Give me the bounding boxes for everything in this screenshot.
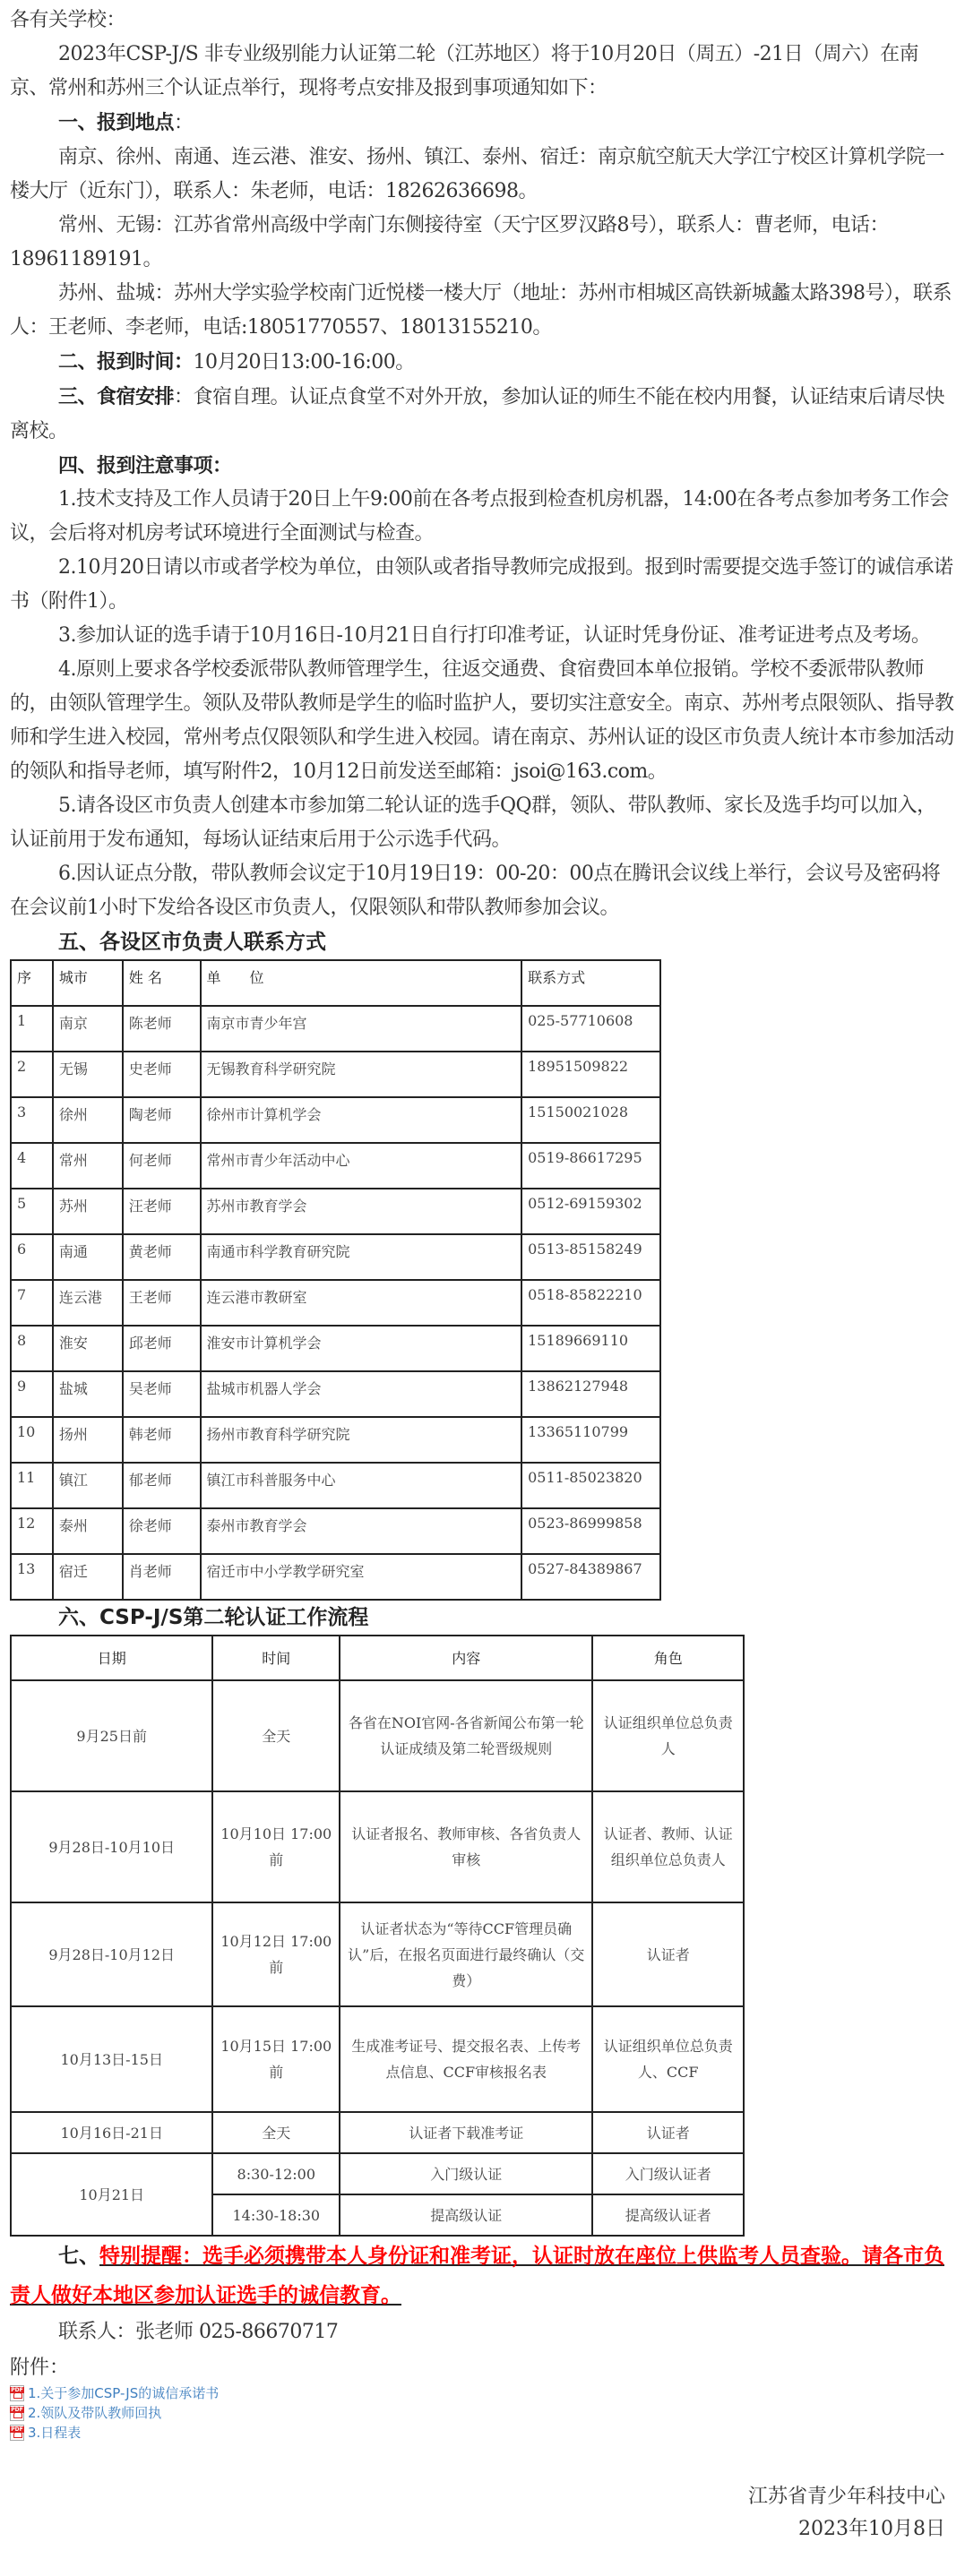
row-name: 史老师 xyxy=(123,1052,201,1097)
row-index: 5 xyxy=(11,1189,53,1234)
notice-item-5: 5.请各设区市负责人创建本市参加第二轮认证的选手QQ群，领队、带队教师、家长及选手均可以加入，认证前用于发布通知，每场认证结束后用于公示选手代码。 xyxy=(10,794,936,851)
section4-title: 四、报到注意事项： xyxy=(58,454,232,477)
notice-item-2: 2.10月20日请以市或者学校为单位，由领队或者指导教师完成报到。报到时需要提交选手签订的诚信承诺书（附件1）。 xyxy=(10,556,953,613)
attachment-link-2[interactable] xyxy=(10,2403,955,2423)
row-index: 6 xyxy=(11,1234,53,1280)
row-city: 盐城 xyxy=(53,1371,123,1417)
contact-person: 联系人：张老师 025-86670717 xyxy=(58,2321,339,2343)
table-row: 14:30-18:30 提高级认证 提高级认证者 xyxy=(11,2194,744,2236)
section6-title: 六、CSP-J/S第二轮认证工作流程 xyxy=(58,1606,369,1629)
section7-text: 特别提醒：选手必须携带本人身份证和准考证，认证时放在座位上供监考人员查验。请各市负责人做好本地区参加认证选手的诚信教育。 xyxy=(10,2245,944,2307)
table-row xyxy=(11,1326,660,1371)
section3 xyxy=(10,380,955,449)
table-row xyxy=(11,1234,660,1280)
row-phone: 15189669110 xyxy=(521,1326,660,1371)
attachment-label[interactable]: 3.日程表 xyxy=(28,2425,82,2441)
row-index: 10 xyxy=(11,1417,53,1463)
row-index: 8 xyxy=(11,1326,53,1371)
row-name: 吴老师 xyxy=(123,1371,201,1417)
row-phone: 18951509822 xyxy=(521,1052,660,1097)
section2 xyxy=(10,345,955,380)
row-city: 常州 xyxy=(53,1143,123,1189)
row-unit: 无锡教育科学研究院 xyxy=(201,1052,522,1097)
table-row xyxy=(11,1417,660,1463)
table-row xyxy=(11,1006,660,1052)
row-city: 淮安 xyxy=(53,1326,123,1371)
section3-title: 三、食宿安排 xyxy=(58,385,175,408)
row-phone: 13862127948 xyxy=(521,1371,660,1417)
row-city: 苏州 xyxy=(53,1189,123,1234)
row-index: 12 xyxy=(11,1508,53,1554)
table-row: 10月16日-21日 全天 认证者下载准考证 认证者 xyxy=(11,2112,744,2153)
row-index: 13 xyxy=(11,1554,53,1600)
row-city: 南京 xyxy=(53,1006,123,1052)
notice-item-1: 1.技术支持及工作人员请于20日上午9:00前在各考点报到检查机房机器，14:00在各考点参加考务工作会议，会后将对机房考试环境进行全面测试与检查。 xyxy=(10,488,949,545)
signature-org: 江苏省青少年科技中心 xyxy=(747,2486,945,2508)
row-name: 徐老师 xyxy=(123,1508,201,1554)
signature-date: 2023年10月8日 xyxy=(798,2518,945,2540)
row-name: 肖老师 xyxy=(123,1554,201,1600)
workflow-table xyxy=(10,1635,745,2237)
row-unit: 连云港市教研室 xyxy=(201,1280,522,1326)
contacts-table xyxy=(10,959,661,1601)
section3-text: ：食宿自理。认证点食堂不对外开放，参加认证的师生不能在校内用餐，认证结束后请尽快离校。 xyxy=(10,386,945,442)
row-unit: 常州市青少年活动中心 xyxy=(201,1143,522,1189)
header-role: 角色 xyxy=(592,1636,744,1680)
row-phone: 0523-86999858 xyxy=(521,1508,660,1554)
row-phone: 0511-85023820 xyxy=(521,1463,660,1508)
row-phone: 0513-85158249 xyxy=(521,1234,660,1280)
header-name: 姓 名 xyxy=(123,960,201,1006)
header-content: 内容 xyxy=(340,1636,592,1680)
table-row xyxy=(11,1554,660,1600)
row-city: 泰州 xyxy=(53,1508,123,1554)
row-unit: 盐城市机器人学会 xyxy=(201,1371,522,1417)
row-index: 9 xyxy=(11,1371,53,1417)
row-index: 11 xyxy=(11,1463,53,1508)
greeting: 各有关学校： xyxy=(10,9,126,31)
row-unit: 宿迁市中小学教学研究室 xyxy=(201,1554,522,1600)
pdf-icon xyxy=(10,2385,24,2401)
row-city: 徐州 xyxy=(53,1097,123,1143)
pdf-icon xyxy=(10,2425,24,2441)
row-city: 无锡 xyxy=(53,1052,123,1097)
row-name: 汪老师 xyxy=(123,1189,201,1234)
row-phone: 15150021028 xyxy=(521,1097,660,1143)
table-row xyxy=(11,1052,660,1097)
table-row: 9月25日前 全天 各省在NOI官网-各省新闻公布第一轮认证成绩及第二轮晋级规则 认证组织单位总负责人 xyxy=(11,1680,744,1791)
row-name: 郁老师 xyxy=(123,1463,201,1508)
table-row xyxy=(11,1280,660,1326)
attachment-label[interactable]: 1.关于参加CSP-JS的诚信承诺书 xyxy=(28,2385,220,2401)
row-phone: 0512-69159302 xyxy=(521,1189,660,1234)
row-unit: 扬州市教育科学研究院 xyxy=(201,1417,522,1463)
table-row: 10月21日 8:30-12:00 入门级认证 入门级认证者 xyxy=(11,2153,744,2194)
row-index: 3 xyxy=(11,1097,53,1143)
row-unit: 南通市科学教育研究院 xyxy=(201,1234,522,1280)
row-unit: 苏州市教育学会 xyxy=(201,1189,522,1234)
row-city: 扬州 xyxy=(53,1417,123,1463)
table-row: 9月28日-10月12日 10月12日 17:00前 认证者状态为“等待CCF管理员确认”后，在报名页面进行最终确认（交费） 认证者 xyxy=(11,1902,744,2006)
table-row xyxy=(11,1143,660,1189)
row-index: 2 xyxy=(11,1052,53,1097)
notice-item-6: 6.因认证点分散，带队教师会议定于10月19日19：00-20：00点在腾讯会议线上举行，会议号及密码将在会议前1小时下发给各设区市负责人，仅限领队和带队教师参加会议。 xyxy=(10,863,941,919)
row-unit: 淮安市计算机学会 xyxy=(201,1326,522,1371)
attachment-link-3[interactable] xyxy=(10,2423,955,2443)
row-name: 陈老师 xyxy=(123,1006,201,1052)
row-phone: 025-57710608 xyxy=(521,1006,660,1052)
location-nanjing: 南京、徐州、南通、连云港、淮安、扬州、镇江、泰州、宿迁：南京航空航天大学江宁校区计算机学院一楼大厅（近东门），联系人：朱老师，电话：18262636698。 xyxy=(10,146,945,202)
intro-paragraph: 2023年CSP-J/S 非专业级别能力认证第二轮（江苏地区）将于10月20日（周五）-21日（周六）在南京、常州和苏州三个认证点举行，现将考点安排及报到事项通知如下： xyxy=(10,43,919,99)
attachments-title: 附件： xyxy=(10,2357,70,2379)
row-name: 陶老师 xyxy=(123,1097,201,1143)
table-row xyxy=(11,1097,660,1143)
notice-item-3: 3.参加认证的选手请于10月16日-10月21日自行打印准考证，认证时凭身份证、准考证进考点及考场。 xyxy=(58,624,931,647)
location-suzhou: 苏州、盐城：苏州大学实验学校南门近悦楼一楼大厅（地址：苏州市相城区高铁新城蠡太路398号），联系人：王老师、李老师，电话:18051770557、18013155210。 xyxy=(10,282,952,339)
header-date: 日期 xyxy=(11,1636,212,1680)
section5-title: 五、各设区市负责人联系方式 xyxy=(58,931,326,954)
row-city: 宿迁 xyxy=(53,1554,123,1600)
section7-number: 七、 xyxy=(58,2245,99,2268)
row-city: 镇江 xyxy=(53,1463,123,1508)
row-index: 4 xyxy=(11,1143,53,1189)
row-unit: 泰州市教育学会 xyxy=(201,1508,522,1554)
section2-text: 10月20日13:00-16:00。 xyxy=(193,351,415,374)
header-unit: 单 位 xyxy=(201,960,522,1006)
header-time: 时间 xyxy=(212,1636,340,1680)
attachments-list xyxy=(10,2383,955,2443)
header-contact: 联系方式 xyxy=(521,960,660,1006)
location-changzhou: 常州、无锡：江苏省常州高级中学南门东侧接待室（天宁区罗汉路8号），联系人：曹老师，电话：18961189191。 xyxy=(10,214,890,270)
row-unit: 徐州市计算机学会 xyxy=(201,1097,522,1143)
row-name: 黄老师 xyxy=(123,1234,201,1280)
table-row: 10月13日-15日 10月15日 17:00前 生成准考证号、提交报名表、上传考点信息、CCF审核报名表 认证组织单位总负责人、CCF xyxy=(11,2006,744,2112)
section1-heading: 一、报到地点： xyxy=(58,111,194,134)
row-unit: 南京市青少年宫 xyxy=(201,1006,522,1052)
row-name: 王老师 xyxy=(123,1280,201,1326)
pdf-icon xyxy=(10,2405,24,2421)
row-name: 韩老师 xyxy=(123,1417,201,1463)
notice-item-4: 4.原则上要求各学校委派带队教师管理学生，往返交通费、食宿费回本单位报销。学校不委派带队教师的，由领队管理学生。领队及带队教师是学生的临时监护人，要切实注意安全。南京、苏州考点限领队、指导教师和学生进入校园，常州考点仅限领队和学生进入校园。请在南京、苏州认证的设区市负责人统计本市参加活动的领队和指导老师，填写附件2，10月12日前发送至邮箱：jsoi@163.com。 xyxy=(10,658,954,783)
row-city: 连云港 xyxy=(53,1280,123,1326)
signature-block xyxy=(748,2481,945,2546)
table-row xyxy=(11,1508,660,1554)
table-row xyxy=(11,1189,660,1234)
section2-title: 二、报到时间： xyxy=(58,350,194,374)
table-header-row xyxy=(11,960,660,1006)
row-index: 1 xyxy=(11,1006,53,1052)
attachment-label[interactable]: 2.领队及带队教师回执 xyxy=(28,2405,162,2421)
header-city: 城市 xyxy=(53,960,123,1006)
header-index: 序 xyxy=(11,960,53,1006)
table-row: 9月28日-10月10日 10月10日 17:00前 认证者报名、教师审核、各省负责人审核 认证者、教师、认证组织单位总负责人 xyxy=(11,1791,744,1902)
row-phone: 13365110799 xyxy=(521,1417,660,1463)
row-phone: 0519-86617295 xyxy=(521,1143,660,1189)
row-phone: 0527-84389867 xyxy=(521,1554,660,1600)
attachment-link-1[interactable] xyxy=(10,2383,955,2403)
row-unit: 镇江市科普服务中心 xyxy=(201,1463,522,1508)
row-city: 南通 xyxy=(53,1234,123,1280)
table-row xyxy=(11,1463,660,1508)
row-phone: 0518-85822210 xyxy=(521,1280,660,1326)
table-header-row xyxy=(11,1636,744,1680)
row-index: 7 xyxy=(11,1280,53,1326)
section1-title: 一、报到地点 xyxy=(58,111,175,134)
row-name: 何老师 xyxy=(123,1143,201,1189)
row-name: 邱老师 xyxy=(123,1326,201,1371)
table-row xyxy=(11,1371,660,1417)
special-reminder xyxy=(10,2237,955,2315)
